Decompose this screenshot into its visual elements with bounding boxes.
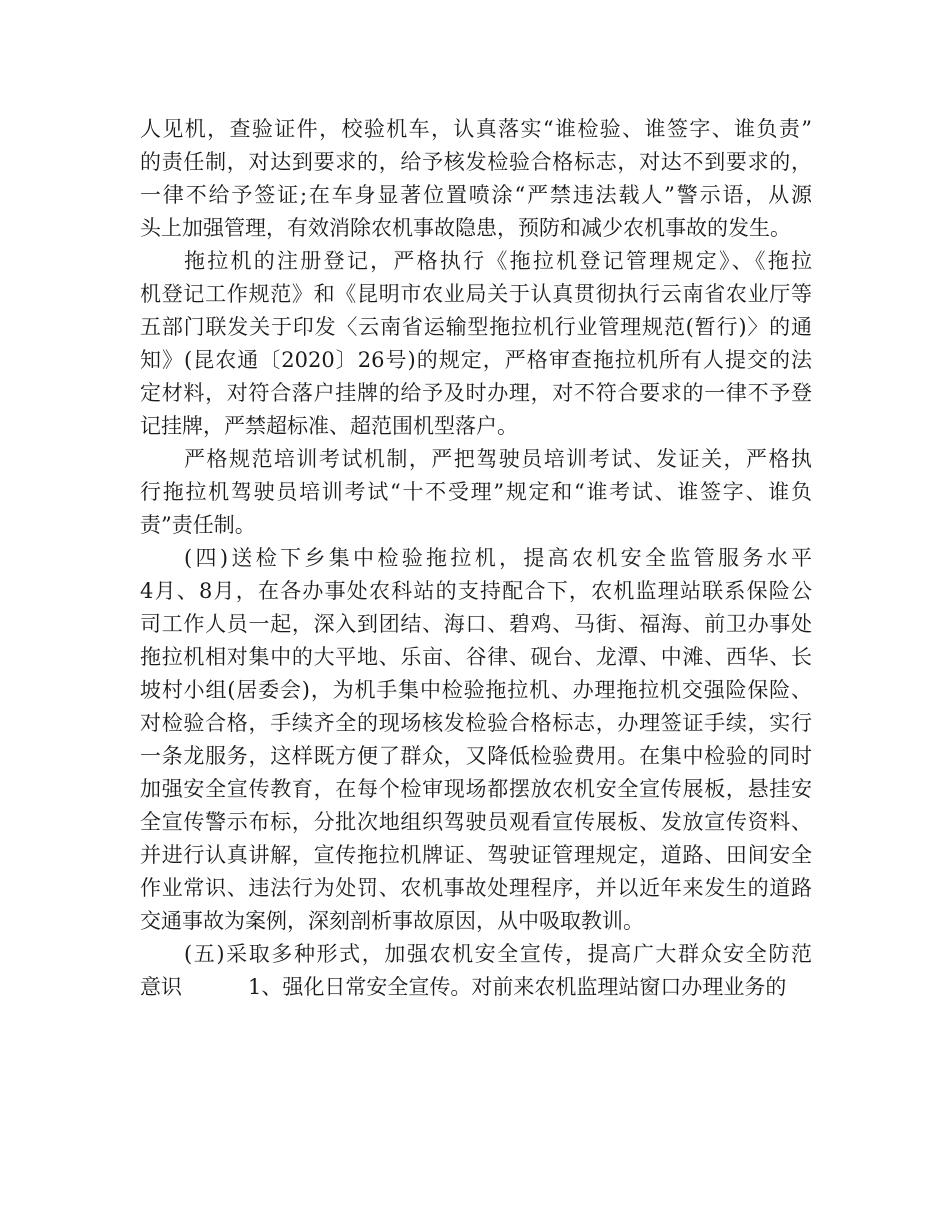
text-line: 机登记工作规范》和《昆明市农业局关于认真贯彻执行云南省农业厅等: [140, 282, 812, 306]
section-heading: (五)采取多种形式，加强农机安全宣传，提高广大群众安全防范: [184, 942, 812, 966]
text-line: 记挂牌，严禁超标准、超范围机型落户。: [140, 414, 518, 438]
text-line: 五部门联发关于印发〈云南省运输型拖拉机行业管理规范(暂行)〉的通: [140, 315, 812, 339]
text-line: 加强安全宣传教育，在每个检审现场都摆放农机安全宣传展板，悬挂安: [140, 777, 812, 801]
section-heading: (四)送检下乡集中检验拖拉机，提高农机安全监管服务水平: [184, 546, 812, 570]
text-line: 拖拉机相对集中的大平地、乐亩、谷律、砚台、龙潭、中滩、西华、长: [140, 645, 812, 669]
text-line: 人见机，查验证件，校验机车，认真落实“谁检验、谁签字、谁负责”: [140, 117, 812, 141]
text-line: 并进行认真讲解，宣传拖拉机牌证、驾驶证管理规定，道路、田间安全: [140, 843, 812, 867]
text-line: 司工作人员一起，深入到团结、海口、碧鸡、马街、福海、前卫办事处: [140, 612, 812, 636]
subsection-lead: 1、强化日常安全宣传。对前来农机监理站窗口办理业务的: [248, 975, 787, 999]
text-line: 头上加强管理，有效消除农机事故隐患，预防和减少农机事故的发生。: [140, 216, 791, 240]
text-line: [140, 971, 812, 1004]
text-line: 4月、8月，在各办事处农科站的支持配合下，农机监理站联系保险公: [140, 579, 812, 603]
heading-tail: 意识: [140, 975, 182, 999]
text-line: 坡村小组(居委会)，为机手集中检验拖拉机、办理拖拉机交强险保险、: [140, 678, 812, 702]
text-line: 严格规范培训考试机制，严把驾驶员培训考试、发证关，严格执: [184, 447, 812, 471]
text-line: 对检验合格，手续齐全的现场核发检验合格标志，办理签证手续，实行: [140, 711, 812, 735]
text-line: 交通事故为案例，深刻剖析事故原因，从中吸取教训。: [140, 909, 644, 933]
text-line: 行拖拉机驾驶员培训考试“十不受理”规定和“谁考试、谁签字、谁负: [140, 480, 812, 504]
text-line: 的责任制，对达到要求的，给予核发检验合格标志，对达不到要求的，: [140, 150, 812, 174]
text-line: 拖拉机的注册登记，严格执行《拖拉机登记管理规定》、《拖拉: [184, 249, 812, 273]
text-line: 一律不给予签证;在车身显著位置喷涂“严禁违法载人”警示语，从源: [140, 183, 812, 207]
text-line: 全宣传警示布标，分批次地组织驾驶员观看宣传展板、发放宣传资料、: [140, 810, 812, 834]
text-line: 定材料，对符合落户挂牌的给予及时办理，对不符合要求的一律不予登: [140, 381, 812, 405]
text-line: 一条龙服务，这样既方便了群众，又降低检验费用。在集中检验的同时: [140, 744, 812, 768]
text-line: 责”责任制。: [140, 513, 256, 537]
document-body: [140, 113, 812, 1004]
text-line: 作业常识、违法行为处罚、农机事故处理程序，并以近年来发生的道路: [140, 876, 812, 900]
text-line: 知》(昆农通〔2020〕26号)的规定，严格审查拖拉机所有人提交的法: [140, 348, 812, 372]
